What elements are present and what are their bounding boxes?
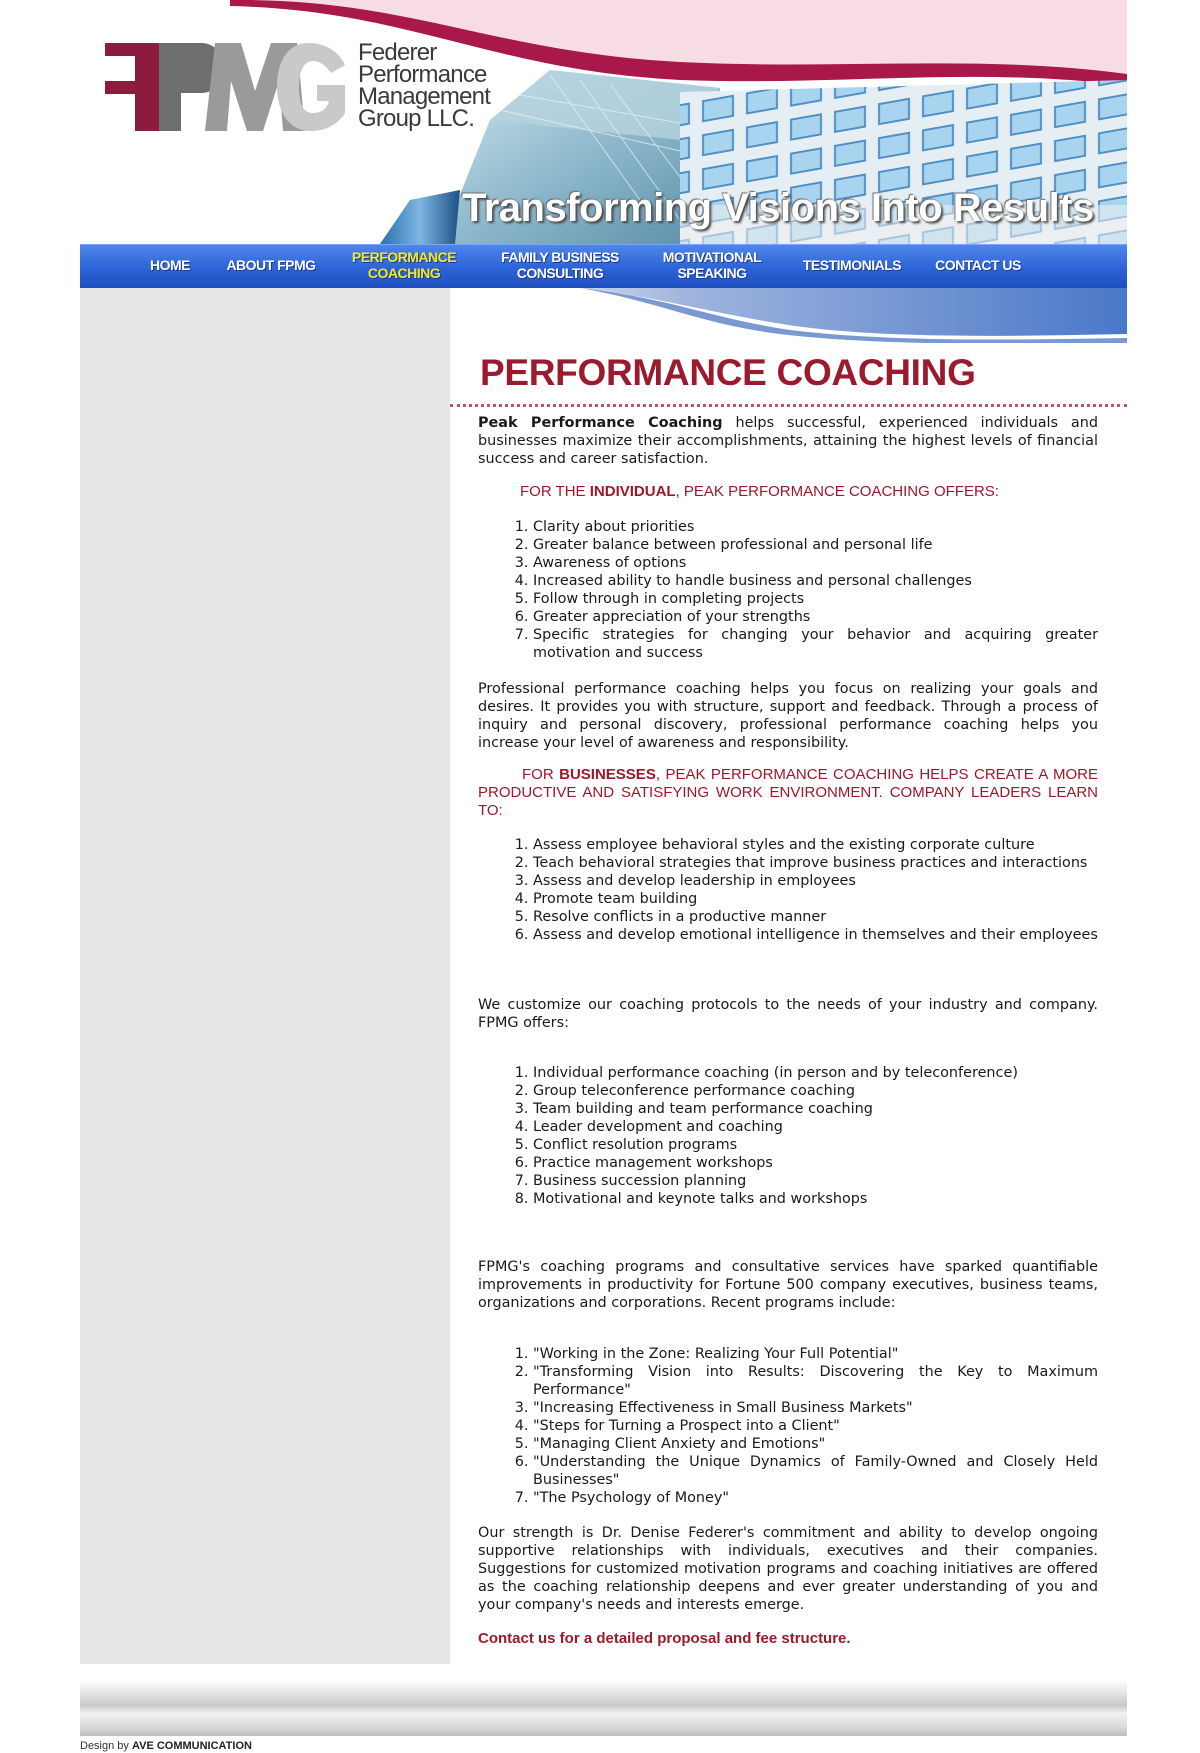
- footer-bar: [80, 1680, 1127, 1736]
- list-item: 5. "Managing Client Anxiety and Emotions": [533, 1435, 1098, 1453]
- list-item: 5. Resolve conflicts in a productive manner: [533, 908, 1098, 926]
- list-item: 1. Assess employee behavioral styles and the existing corporate culture: [533, 836, 1098, 854]
- individual-list: [533, 518, 1098, 662]
- list-item: 2. Group teleconference performance coaching: [533, 1082, 1098, 1100]
- nav-label: CONSULTING: [516, 265, 604, 281]
- programs-paragraph: FPMG's coaching programs and consultative services have sparked quantifiable improvements in productivity for Fortune 500 company executives, business teams, organizations and corporations. Recent programs include:: [478, 1259, 1098, 1311]
- professional-paragraph: Professional performance coaching helps you focus on realizing your goals and desires. It provides you with structure, support and feedback. Through a process of inquiry and personal discovery, professional performance coaching helps you increase your level of awareness and responsibility.: [478, 681, 1098, 751]
- page-wrapper: [80, 0, 1127, 1753]
- company-name-line: Federer: [358, 39, 437, 66]
- list-item: 2. Greater balance between professional and personal life: [533, 536, 1098, 554]
- list-item: 2. Teach behavioral strategies that improve business practices and interactions: [533, 854, 1098, 872]
- list-item: 8. Motivational and keynote talks and workshops: [533, 1190, 1098, 1208]
- list-item: 4. Promote team building: [533, 890, 1098, 908]
- nav-label: SPEAKING: [677, 265, 747, 281]
- heading-bold: INDIVIDUAL: [589, 483, 676, 500]
- heading-text: FOR THE: [520, 483, 590, 500]
- offers-list: [533, 1064, 1098, 1208]
- nav-label: CONTACT US: [935, 257, 1021, 273]
- nav-label: ABOUT FPMG: [226, 257, 316, 273]
- contact-cta-wrap: [478, 1628, 1098, 1647]
- credit-prefix: Design by: [80, 1740, 132, 1752]
- list-item: 3. Awareness of options: [533, 554, 1098, 572]
- list-item: 3. "Increasing Effectiveness in Small Business Markets": [533, 1399, 1098, 1417]
- nav-label: COACHING: [367, 265, 441, 281]
- list-item: 7. Business succession planning: [533, 1172, 1098, 1190]
- list-item: 4. "Steps for Turning a Prospect into a Client": [533, 1417, 1098, 1435]
- list-item: 4. Increased ability to handle business and personal challenges: [533, 572, 1098, 590]
- list-item: 6. Assess and develop emotional intelligence in themselves and their employees: [533, 926, 1098, 944]
- nav-performance-coaching[interactable]: [342, 249, 466, 281]
- list-item: 6. "Understanding the Unique Dynamics of Family-Owned and Closely Held Businesses": [533, 1453, 1098, 1489]
- company-name-line: Group LLC.: [358, 105, 475, 132]
- customize-paragraph: We customize our coaching protocols to the needs of your industry and company. FPMG offers:: [478, 997, 1098, 1031]
- intro-paragraph: [478, 414, 1098, 468]
- heading-text: FOR: [522, 766, 560, 783]
- title-divider: [450, 404, 1127, 407]
- company-name: [358, 39, 491, 132]
- footer-credit: [80, 1740, 252, 1752]
- list-item: 3. Assess and develop leadership in employees: [533, 872, 1098, 890]
- list-item: 5. Conflict resolution programs: [533, 1136, 1098, 1154]
- credit-link[interactable]: AVE COMMUNICATION: [131, 1740, 252, 1752]
- heading-text: , PEAK PERFORMANCE COACHING OFFERS:: [675, 483, 999, 500]
- nav-testimonials[interactable]: [796, 257, 908, 273]
- site-header: [80, 0, 1127, 244]
- nav-label: HOME: [150, 257, 190, 273]
- list-item: 6. Greater appreciation of your strengths: [533, 608, 1098, 626]
- list-item: 6. Practice management workshops: [533, 1154, 1098, 1172]
- tagline: Transforming Visions Into Results: [462, 186, 1094, 230]
- nav-contact-us[interactable]: [930, 257, 1026, 273]
- nav-about-fpmg[interactable]: [216, 257, 326, 273]
- business-heading: [478, 766, 1098, 820]
- list-item: 5. Follow through in completing projects: [533, 590, 1098, 608]
- intro-bold: Peak Performance Coaching: [478, 415, 723, 431]
- decorative-swoosh: [450, 288, 1127, 343]
- list-item: 7. Specific strategies for changing your behavior and acquiring greater motivation and success: [533, 626, 1098, 662]
- intro-text: helps successful, experienced individuals and businesses maximize their accomplishments, attaining the highest levels of financial success and career satisfaction.: [478, 415, 1098, 467]
- list-item: 2. "Transforming Vision into Results: Discovering the Key to Maximum Performance": [533, 1363, 1098, 1399]
- company-name-line: Management: [358, 83, 491, 110]
- nav-label: FAMILY BUSINESS: [501, 249, 619, 265]
- nav-label: MOTIVATIONAL: [662, 249, 762, 265]
- business-list: [533, 836, 1098, 944]
- list-item: 3. Team building and team performance coaching: [533, 1100, 1098, 1118]
- company-name-line: Performance: [358, 61, 487, 88]
- list-item: 1. Clarity about priorities: [533, 518, 1098, 536]
- nav-home[interactable]: [142, 257, 198, 273]
- heading-bold: BUSINESSES: [559, 766, 656, 783]
- page-title: PERFORMANCE COACHING: [480, 352, 976, 393]
- nav-family-business-consulting[interactable]: [488, 249, 632, 281]
- nav-label: TESTIMONIALS: [802, 257, 902, 273]
- programs-list: [533, 1345, 1098, 1507]
- contact-cta-link[interactable]: Contact us for a detailed proposal and fee structure.: [478, 1630, 851, 1647]
- list-item: 1. Individual performance coaching (in person and by teleconference): [533, 1064, 1098, 1082]
- heading-text: , PEAK PERFORMANCE COACHING HELPS CREATE A MORE PRODUCTIVE AND SATISFYING WORK ENVIRONMENT. COMPANY LEADERS LEARN TO:: [478, 766, 1098, 819]
- nav-label: PERFORMANCE: [351, 249, 457, 265]
- list-item: 4. Leader development and coaching: [533, 1118, 1098, 1136]
- list-item: 1. "Working in the Zone: Realizing Your Full Potential": [533, 1345, 1098, 1363]
- fpmg-logo: [105, 43, 345, 131]
- individual-heading: [478, 483, 1098, 501]
- list-item: 7. "The Psychology of Money": [533, 1489, 1098, 1507]
- left-sidebar: [80, 288, 450, 1664]
- main-nav: [80, 244, 1127, 288]
- strength-paragraph: Our strength is Dr. Denise Federer's commitment and ability to develop ongoing supportive relationships with individuals, executives and their companies. Suggestions for customized motivation programs and coaching initiatives are offered as the coaching relationship deepens and ever greater understanding of you and your company's needs and interests emerge.: [478, 1525, 1098, 1613]
- nav-motivational-speaking[interactable]: [654, 249, 770, 281]
